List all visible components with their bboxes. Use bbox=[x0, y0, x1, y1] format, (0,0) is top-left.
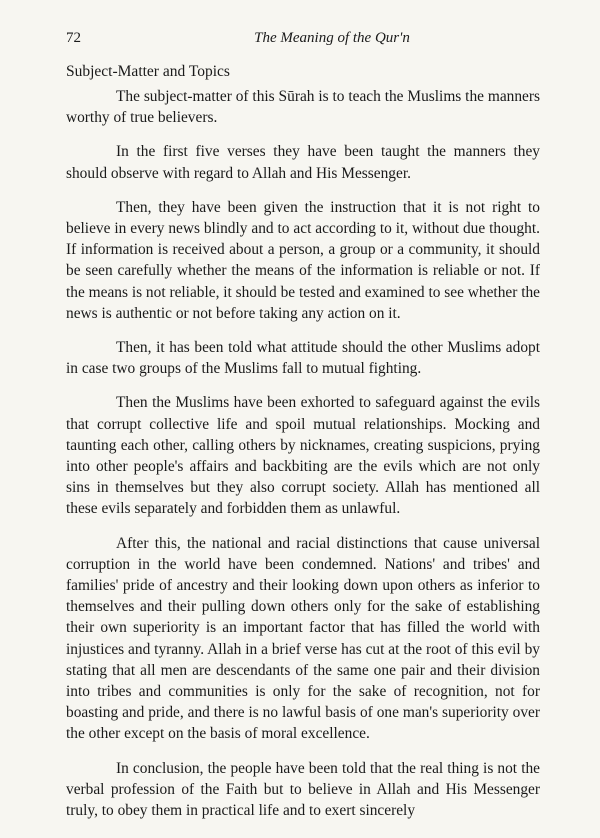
paragraph: Then, it has been told what attitude should the other Muslims adopt in case two groups of the Muslims fall to mutual fighting. bbox=[66, 339, 540, 378]
paragraph: The subject-matter of this Sūrah is to teach the Muslims the manners worthy of true believers. bbox=[66, 88, 540, 127]
section-heading: Subject-Matter and Topics bbox=[66, 63, 230, 80]
running-title: The Meaning of the Qur'n bbox=[254, 30, 410, 46]
page-header bbox=[66, 30, 556, 50]
paragraph: After this, the national and racial distinctions that cause universal corruption in the world have been condemned. Nations' and tribes' and families' pride of ancestry and their looking down upon others as inferior to themselves and their pulling down others only for the sake of establishing their own superiority is an important factor that has filled the world with injustices and tyranny. Allah in a brief verse has cut at the root of this evil by stating that all men are descendants of the same one pair and their division into tribes and communities is only for the sake of recognition, not for boasting and pride, and there is no lawful basis of one man's superiority over the other except on the basis of moral excellence. bbox=[66, 534, 540, 743]
paragraph: Then, they have been given the instruction that it is not right to believe in every news blindly and to act according to it, without due thought. If information is received about a person, a group or a community, it should be seen carefully whether the means of the information is reliable or not. If the means is not reliable, it should be tested and examined to see whether the news is authentic or not before taking any action on it. bbox=[66, 198, 540, 322]
body-text bbox=[66, 86, 540, 834]
paragraph: Then the Muslims have been exhorted to safeguard against the evils that corrupt collective life and spoil mutual relationships. Mocking and taunting each other, calling others by nicknames, creating suspicions, prying into other people's affairs and backbiting are the evils which are not only sins in themselves but they also corrupt society. Allah has mentioned all these evils separately and forbidden them as unlawful. bbox=[66, 394, 540, 518]
page-number: 72 bbox=[66, 30, 81, 46]
paragraph: In conclusion, the people have been told that the real thing is not the verbal profession of the Faith but to believe in Allah and His Messenger truly, to obey them in practical life and to exert sincerely bbox=[66, 759, 540, 820]
paragraph: In the first five verses they have been taught the manners they should observe with regard to Allah and His Messenger. bbox=[66, 143, 540, 182]
